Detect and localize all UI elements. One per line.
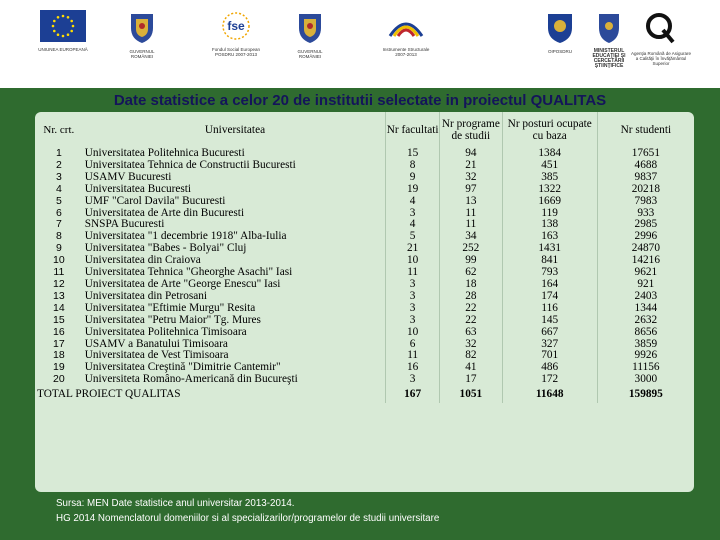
cell-nr-posturi: 701 bbox=[502, 350, 597, 362]
cell-nr-studenti: 3000 bbox=[597, 374, 694, 386]
logo-bar bbox=[0, 0, 720, 88]
cell-nr-facultati: 6 bbox=[386, 339, 440, 351]
cell-nr-crt: 1 bbox=[55, 147, 62, 159]
coat-of-arms-icon bbox=[127, 10, 157, 44]
cell-nr-facultati: 11 bbox=[386, 267, 440, 279]
cell-nr-facultati: 8 bbox=[386, 160, 440, 172]
cell-nr-studenti: 9621 bbox=[597, 267, 694, 279]
cell-nr-studenti: 1344 bbox=[597, 303, 694, 315]
header-nr-posturi: Nr posturi ocupate cu baza bbox=[502, 112, 597, 148]
cell-nr-crt: 7 bbox=[55, 218, 62, 231]
cell-nr-facultati: 5 bbox=[386, 231, 440, 243]
cell-universitatea: SNSPA Bucuresti bbox=[84, 218, 165, 231]
cell-universitatea: Universitatea Politehnica Timisoara bbox=[84, 325, 247, 338]
cell-universitatea: USAMV Bucuresti bbox=[84, 170, 172, 183]
oiposdru-icon bbox=[544, 10, 576, 44]
cell-nr-programe: 18 bbox=[440, 279, 503, 291]
cell-nr-posturi: 1431 bbox=[502, 243, 597, 255]
cell-nr-studenti: 17651 bbox=[597, 148, 694, 160]
table-row bbox=[35, 327, 694, 339]
cell-nr-posturi: 119 bbox=[502, 208, 597, 220]
cell-nr-crt: 16 bbox=[53, 325, 65, 338]
cell-nr-facultati: 16 bbox=[386, 362, 440, 374]
cell-nr-programe: 34 bbox=[440, 231, 503, 243]
cell-nr-facultati: 3 bbox=[386, 291, 440, 303]
cell-nr-crt: 5 bbox=[55, 194, 62, 207]
table-body bbox=[35, 148, 694, 386]
fse-icon bbox=[214, 10, 258, 42]
total-programe: 1051 bbox=[440, 386, 503, 403]
cell-nr-crt: 15 bbox=[53, 313, 65, 326]
cell-nr-crt: 8 bbox=[55, 230, 62, 243]
table-row bbox=[35, 172, 694, 184]
cell-nr-studenti: 9926 bbox=[597, 350, 694, 362]
aracis-logo bbox=[630, 10, 692, 66]
oiposdru-caption: OIPOSDRU bbox=[547, 49, 572, 54]
aracis-caption: Agenţia Română de Asigurare a Calităţii în Învăţământul Superior bbox=[630, 51, 692, 66]
fse-logo bbox=[207, 10, 265, 57]
cell-nr-programe: 63 bbox=[440, 327, 503, 339]
cell-nr-studenti: 11156 bbox=[597, 362, 694, 374]
instrumente-structurale-logo bbox=[380, 10, 432, 57]
cell-nr-studenti: 9837 bbox=[597, 172, 694, 184]
cell-nr-programe: 28 bbox=[440, 291, 503, 303]
cell-nr-posturi: 116 bbox=[502, 303, 597, 315]
cell-nr-programe: 32 bbox=[440, 172, 503, 184]
cell-nr-posturi: 327 bbox=[502, 339, 597, 351]
cell-nr-crt: 13 bbox=[53, 289, 65, 302]
cell-nr-programe: 94 bbox=[440, 148, 503, 160]
cell-nr-studenti: 921 bbox=[597, 279, 694, 291]
table-header-row bbox=[35, 112, 694, 148]
cell-universitatea: Universitatea "Babes - Bolyai" Cluj bbox=[84, 242, 247, 255]
ministry-caption: MINISTERUL EDUCAŢIEI ŞI CERCETĂRII ŞTIINŢIFICE bbox=[592, 48, 626, 69]
cell-universitatea: Universitatea Bucuresti bbox=[84, 182, 192, 195]
cell-universitatea: Universitatea Tehnica de Constructii Bucuresti bbox=[84, 158, 296, 171]
cell-nr-facultati: 3 bbox=[386, 303, 440, 315]
romania-coat-of-arms-2-logo bbox=[293, 10, 327, 59]
cell-universitatea: Universitatea din Petrosani bbox=[84, 289, 208, 302]
cell-universitatea: Universitatea de Vest Timisoara bbox=[84, 349, 229, 362]
cell-nr-posturi: 172 bbox=[502, 374, 597, 386]
cell-nr-crt: 6 bbox=[55, 206, 62, 219]
cell-nr-crt: 12 bbox=[53, 277, 65, 290]
table-row bbox=[35, 184, 694, 196]
cell-universitatea: USAMV a Banatului Timisoara bbox=[84, 337, 228, 350]
cell-nr-programe: 11 bbox=[440, 208, 503, 220]
eu-flag-icon bbox=[40, 10, 86, 42]
cell-universitatea: Universitatea "Eftimie Murgu" Resita bbox=[84, 301, 256, 314]
cell-nr-facultati: 4 bbox=[386, 219, 440, 231]
cell-nr-programe: 82 bbox=[440, 350, 503, 362]
eu-caption: UNIUNEA EUROPEANĂ bbox=[38, 47, 88, 52]
total-facultati: 167 bbox=[386, 386, 440, 403]
instrumente-structurale-icon bbox=[386, 10, 426, 42]
fse-caption: Fondul Social European POSDRU 2007-2013 bbox=[211, 47, 261, 57]
source-line-1: Sursa: MEN Date statistice anul universitar 2013-2014. bbox=[56, 498, 295, 509]
coat-of-arms-2-icon bbox=[295, 10, 325, 44]
cell-nr-posturi: 138 bbox=[502, 219, 597, 231]
cell-nr-studenti: 2403 bbox=[597, 291, 694, 303]
source-line-2: HG 2014 Nomenclatorul domeniilor si al specializarilor/programelor de studii universitare bbox=[56, 513, 440, 524]
cell-nr-studenti: 3859 bbox=[597, 339, 694, 351]
header-universitatea: Universitatea bbox=[204, 124, 266, 136]
cell-nr-studenti: 20218 bbox=[597, 184, 694, 196]
oiposdru-logo bbox=[540, 10, 580, 54]
svg-text:fse: fse bbox=[227, 19, 245, 33]
cell-nr-posturi: 451 bbox=[502, 160, 597, 172]
cell-nr-crt: 9 bbox=[55, 242, 62, 255]
cell-nr-studenti: 933 bbox=[597, 208, 694, 220]
ministry-crest-icon bbox=[597, 10, 621, 44]
cell-nr-posturi: 793 bbox=[502, 267, 597, 279]
gov-caption-1: GUVERNUL ROMÂNIEI bbox=[129, 49, 155, 59]
cell-nr-programe: 22 bbox=[440, 303, 503, 315]
table-row bbox=[35, 303, 694, 315]
cell-nr-programe: 62 bbox=[440, 267, 503, 279]
cell-nr-posturi: 145 bbox=[502, 315, 597, 327]
header-nr-crt: Nr. crt. bbox=[43, 124, 75, 136]
romania-coat-of-arms-logo bbox=[125, 10, 159, 59]
total-posturi: 11648 bbox=[502, 386, 597, 403]
cell-nr-crt: 20 bbox=[53, 373, 65, 386]
cell-nr-programe: 97 bbox=[440, 184, 503, 196]
instrumente-caption: Instrumente Structurale 2007-2013 bbox=[382, 47, 430, 57]
cell-universitatea: Universitatea de Arte din Bucuresti bbox=[84, 206, 245, 219]
cell-universitatea: Universiteta Româno-Americană din Bucureşti bbox=[84, 373, 298, 386]
cell-nr-crt: 10 bbox=[53, 254, 65, 267]
table-row bbox=[35, 196, 694, 208]
cell-nr-studenti: 2985 bbox=[597, 219, 694, 231]
cell-universitatea: Universitatea din Craiova bbox=[84, 254, 201, 267]
cell-nr-crt: 4 bbox=[55, 182, 62, 195]
cell-nr-posturi: 174 bbox=[502, 291, 597, 303]
cell-nr-crt: 11 bbox=[53, 266, 65, 279]
cell-nr-crt: 18 bbox=[53, 349, 65, 362]
header-nr-programe: Nr programe de studii bbox=[440, 112, 503, 148]
cell-nr-facultati: 10 bbox=[386, 327, 440, 339]
cell-nr-programe: 99 bbox=[440, 255, 503, 267]
eu-flag-logo bbox=[38, 10, 88, 52]
cell-nr-crt: 14 bbox=[53, 301, 65, 314]
statistics-table bbox=[35, 112, 694, 403]
gov-caption-2: GUVERNUL ROMÂNIEI bbox=[297, 49, 323, 59]
cell-nr-facultati: 19 bbox=[386, 184, 440, 196]
cell-nr-programe: 22 bbox=[440, 315, 503, 327]
cell-nr-programe: 17 bbox=[440, 374, 503, 386]
aracis-q-icon bbox=[641, 10, 681, 46]
cell-nr-studenti: 4688 bbox=[597, 160, 694, 172]
cell-nr-programe: 13 bbox=[440, 196, 503, 208]
cell-nr-posturi: 1322 bbox=[502, 184, 597, 196]
page-title: Date statistice a celor 20 de institutii selectate in proiectul QUALITAS bbox=[113, 92, 607, 109]
cell-nr-facultati: 3 bbox=[386, 208, 440, 220]
cell-universitatea: Universitatea Tehnica "Gheorghe Asachi" Iasi bbox=[84, 266, 293, 279]
cell-nr-posturi: 486 bbox=[502, 362, 597, 374]
table-row bbox=[35, 315, 694, 327]
cell-universitatea: Universitatea "Petru Maior" Tg. Mures bbox=[84, 313, 261, 326]
cell-nr-programe: 41 bbox=[440, 362, 503, 374]
cell-nr-programe: 32 bbox=[440, 339, 503, 351]
cell-nr-facultati: 4 bbox=[386, 196, 440, 208]
cell-nr-posturi: 163 bbox=[502, 231, 597, 243]
cell-nr-facultati: 15 bbox=[386, 148, 440, 160]
cell-nr-facultati: 11 bbox=[386, 350, 440, 362]
cell-universitatea: Universitatea Politehnica Bucuresti bbox=[84, 147, 245, 159]
cell-universitatea: Universitatea de Arte "George Enescu" Iasi bbox=[84, 277, 281, 290]
cell-nr-crt: 17 bbox=[53, 337, 65, 350]
cell-nr-posturi: 385 bbox=[502, 172, 597, 184]
cell-nr-programe: 21 bbox=[440, 160, 503, 172]
source-note bbox=[56, 496, 696, 526]
cell-nr-posturi: 1384 bbox=[502, 148, 597, 160]
cell-nr-posturi: 1669 bbox=[502, 196, 597, 208]
cell-universitatea: UMF "Carol Davila" Bucuresti bbox=[84, 194, 226, 207]
table-row bbox=[35, 291, 694, 303]
cell-nr-programe: 252 bbox=[440, 243, 503, 255]
cell-nr-programe: 11 bbox=[440, 219, 503, 231]
cell-nr-facultati: 3 bbox=[386, 279, 440, 291]
cell-nr-studenti: 2996 bbox=[597, 231, 694, 243]
cell-nr-facultati: 21 bbox=[386, 243, 440, 255]
total-studenti: 159895 bbox=[597, 386, 694, 403]
cell-universitatea: Universitatea Creştină "Dimitrie Cantemir" bbox=[84, 361, 281, 374]
cell-nr-posturi: 164 bbox=[502, 279, 597, 291]
table-total-row bbox=[35, 386, 694, 403]
cell-nr-facultati: 9 bbox=[386, 172, 440, 184]
cell-nr-posturi: 667 bbox=[502, 327, 597, 339]
cell-universitatea: Universitatea "1 decembrie 1918" Alba-Iulia bbox=[84, 230, 287, 243]
cell-nr-facultati: 3 bbox=[386, 315, 440, 327]
cell-nr-crt: 3 bbox=[55, 170, 62, 183]
cell-nr-crt: 19 bbox=[53, 361, 65, 374]
cell-nr-facultati: 10 bbox=[386, 255, 440, 267]
cell-nr-studenti: 2632 bbox=[597, 315, 694, 327]
total-label: TOTAL PROIECT QUALITAS bbox=[37, 387, 181, 400]
cell-nr-studenti: 14216 bbox=[597, 255, 694, 267]
cell-nr-posturi: 841 bbox=[502, 255, 597, 267]
cell-nr-crt: 2 bbox=[55, 158, 62, 171]
table-row bbox=[35, 374, 694, 386]
cell-nr-studenti: 24870 bbox=[597, 243, 694, 255]
cell-nr-facultati: 3 bbox=[386, 374, 440, 386]
header-nr-studenti: Nr studenti bbox=[597, 112, 694, 148]
cell-nr-studenti: 8656 bbox=[597, 327, 694, 339]
cell-nr-studenti: 7983 bbox=[597, 196, 694, 208]
header-nr-facultati: Nr facultati bbox=[386, 112, 440, 148]
